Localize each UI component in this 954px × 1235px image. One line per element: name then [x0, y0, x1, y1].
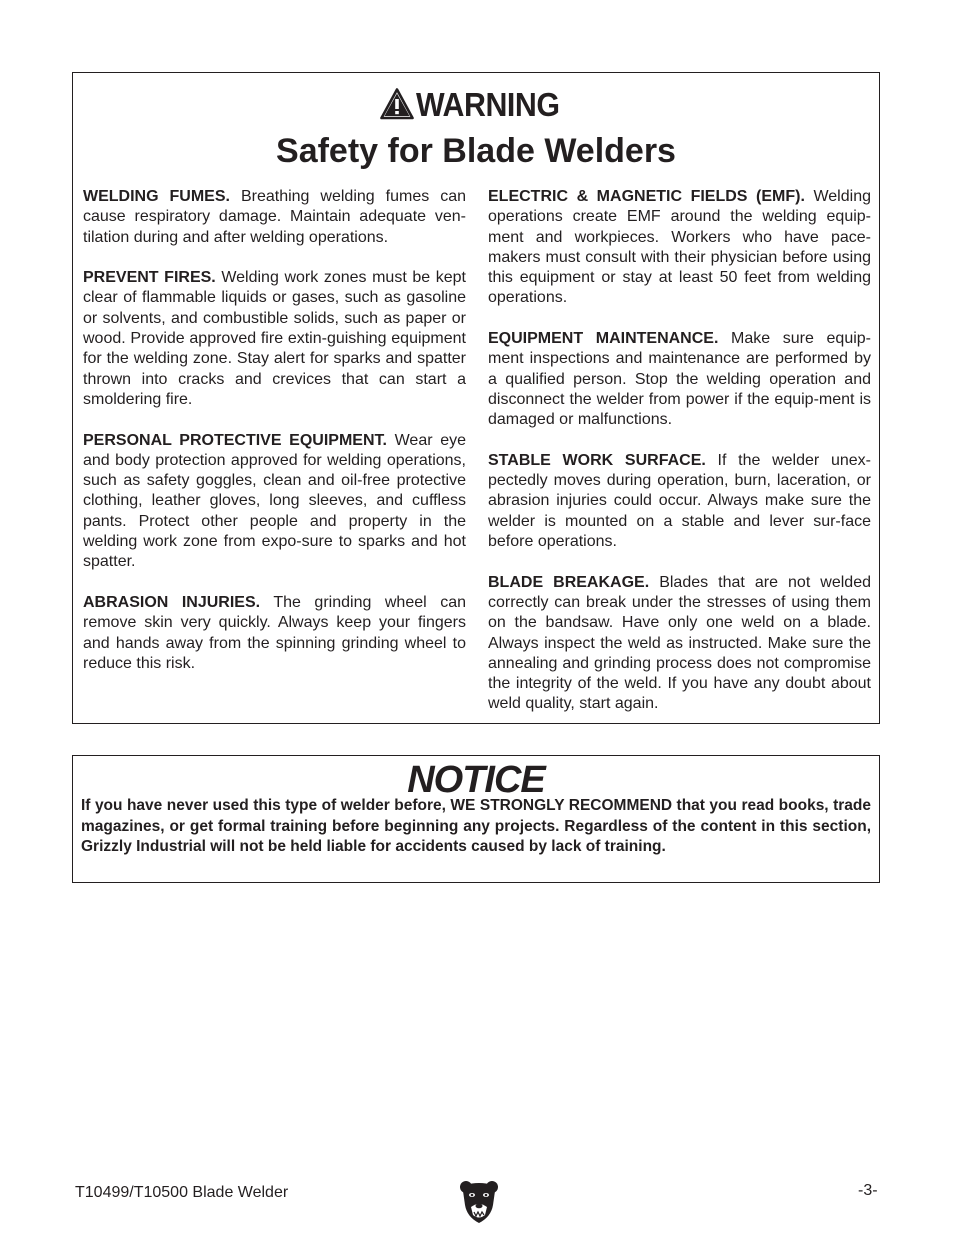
warning-box: [72, 72, 880, 724]
paragraph-welding-fumes: WELDING FUMES. Breathing welding fumes can cause respiratory damage. Maintain adequate ven-tilation during and after welding operations.: [83, 188, 466, 246]
paragraph-stable-work-surface: STABLE WORK SURFACE. If the welder unex-pectedly moves during operation, burn, laceration, or abrasion injuries could occur. Always make sure the welder is mounted on a stable and lever sur-face before operations.: [488, 451, 871, 551]
paragraph-prevent-fires: PREVENT FIRES. Welding work zones must be kept clear of flammable liquids or gases, such as gasoline or solvents, and combustible solids, such as paper or wood. Provide approved fire extin-guishing equipment for the welding zone. Stay alert for sparks and spatter thrown into cracks and crevices that can start a smoldering fire.: [83, 269, 467, 408]
paragraph-protective-equipment: PERSONAL PROTECTIVE EQUIPMENT. Wear eye and body protection approved for welding operations, such as safety goggles, clean and oil-free protective clothing, leather gloves, long sleeves, and cuffless pants. Protect other people and property in the welding work zone from expo-sure to sparks and hot spatter.: [83, 431, 466, 571]
warning-triangle-icon: [380, 88, 414, 120]
notice-box: [72, 755, 880, 883]
paragraph-emf: ELECTRIC & MAGNETIC FIELDS (EMF). Welding operations create EMF around the welding equip-ment and workpieces. Workers who have pace-makers must consult with their physician before using this equipment or stay at least 50 feet from welding operations.: [488, 188, 871, 307]
paragraph-abrasion-injuries: ABRASION INJURIES. The grinding wheel can remove skin very quickly. Always keep your fingers and hands away from the spinning grinding wheel to reduce this risk.: [83, 593, 467, 672]
warning-word: WARNING: [416, 85, 560, 123]
warning-right-column: [488, 187, 871, 735]
paragraph-blade-breakage: BLADE BREAKAGE. Blades that are not welded correctly can break under the stresses of using them on the bandsaw. Have only one weld on a blade. Always inspect the weld as instructed. Make sure the annealing and grinding process does not compromise the integrity of the weld. If you have any doubt about weld quality, start again.: [488, 573, 872, 713]
bear-logo-icon: [459, 1179, 499, 1224]
paragraph-equipment-maintenance: EQUIPMENT MAINTENANCE. Make sure equip-ment inspections and maintenance are performed by a qualified person. Stop the welding operation and disconnect the welder from power if the equip-ment is damaged or malfunctions.: [488, 330, 871, 429]
notice-body: If you have never used this type of welder before, WE STRONGLY RECOMMEND that you read books, trade magazines, or get formal training before beginning any projects. Regardless of the content in this section, Grizzly Industrial will not be held liable for accidents caused by lack of training.: [81, 797, 871, 855]
notice-heading: NOTICE: [407, 759, 545, 801]
footer-page-number: -3-: [858, 1182, 878, 1199]
warning-heading: [73, 85, 879, 123]
warning-title: Safety for Blade Welders: [276, 132, 676, 170]
footer-model: T10499/T10500 Blade Welder: [75, 1184, 289, 1201]
warning-left-column: [83, 187, 466, 694]
